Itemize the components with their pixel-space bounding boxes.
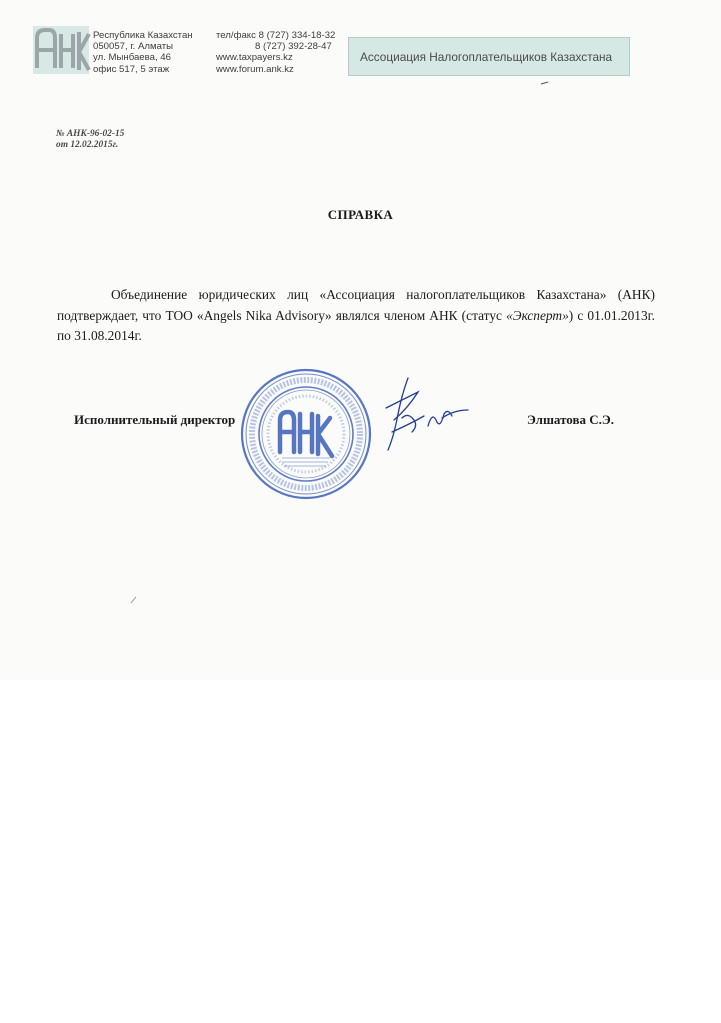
ank-logo [33,24,91,76]
scan-mark [130,596,138,604]
document-number: № АНК-96-02-15 [56,129,125,139]
contact-phone: 8 (727) 392-28-47 [255,41,332,53]
address-line: 050057, г. Алматы [93,41,174,53]
document-date: от 12.02.2015г. [56,140,119,150]
header-address [93,30,193,75]
body-status: «Эксперт» [506,307,569,323]
contact-phone: тел/факс 8 (727) 334-18-32 [216,30,336,41]
body-text-part2: ) с 01.01.2013г. по 31.08.2014г. [57,307,655,343]
organization-name: Ассоциация Налогоплательщиков Казахстана [360,49,613,64]
document-title: СПРАВКА [327,207,394,222]
body-paragraph [57,285,655,347]
header-contacts [216,30,335,75]
address-line: Республика Казахстан [93,30,193,41]
handwritten-signature [372,374,472,454]
document-body [57,285,655,347]
body-text-part1: Объединение юридических лиц «Ассоциация налогоплательщиков Казахстана» (АНК) подтверждает, что ТОО «Angels Nika Advisory» являлся членом АНК (статус [57,287,655,323]
organization-banner [348,37,630,76]
contact-forum: www.forum.ank.kz [216,63,294,75]
document-reference [56,129,124,151]
address-line: ул. Мынбаева, 46 [93,52,171,64]
scan-mark [540,80,550,86]
address-line: офис 517, 5 этаж [93,63,170,75]
official-stamp [238,366,374,502]
signatory-name: Элшатова С.Э. [527,412,614,427]
contact-website: www.taxpayers.kz [216,52,293,64]
signatory-role: Исполнительный директор [74,412,236,427]
